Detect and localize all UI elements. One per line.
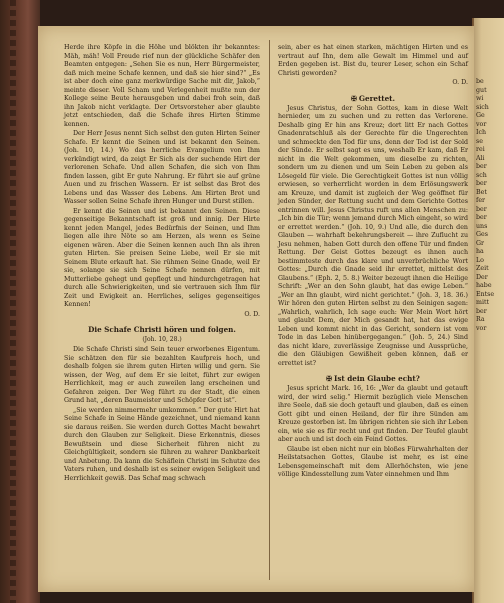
- paragraph: Der Herr Jesus nennt Sich selbst den guten Hirten Seiner Schafe. Er kennt die Seinen und ist bekannt den Seinen. (Joh. 10, 14.) Wo das herrliche Evangelium von Ihm verkündigt wird, da zeigt Er Sich als der suchende Hirt der verlorenen Schafe. Und allen Schafen, die sich von Ihm finden lassen, gibt Er gute Nahrung. Er führt sie auf grüne Auen und zu frischen Wassern. Er ist selbst das Brot des Lebens und das Wasser des Lebens. Am Hirten Brot und Wasser sollen Seine Schafe ihren Hunger und Durst stillen.: [64, 130, 260, 205]
- paragraph: Jesus spricht Mark. 16, 16: „Wer da glaubt und getauft wird, der wird selig.“ Hiermit bezüglich viele Menschen ihre Seele, daß sie doch getauft und glauben, daß es einen Gott gibt und einen Heiland, der für ihre Sünden am Kreuze gestorben ist. Im übrigen richten sie sich ihr Leben ein, wie sie es für recht und gut finden. Der Teufel glaubt aber auch und ist doch ein Feind Gottes.: [278, 385, 468, 443]
- edge-fragment: ber: [476, 163, 487, 170]
- edge-fragment: uns: [476, 222, 488, 230]
- edge-fragment: Der: [476, 273, 488, 281]
- paragraph: Die Schafe Christi sind Sein teuer erworbenes Eigentum. Sie schätzen den für sie bezahlten Kaufpreis hoch, und deshalb folgen sie ihrem guten Hirten willig und gern. Sie wissen, der Weg, auf dem Er sie leitet, führt zur ewigen Herrlichkeit, mag er auch zuweilen lang erscheinen und Gefahren zeigen. Der Weg führt zu der Stadt, die einen Grund hat, „deren Baumeister und Schöpfer Gott ist“.: [64, 346, 260, 404]
- edge-fragment: ber: [476, 214, 487, 221]
- scripture-reference: (Joh. 10, 28.): [142, 336, 182, 343]
- section-heading: [278, 373, 468, 384]
- signature: O. D.: [452, 79, 468, 86]
- section-heading: [278, 93, 468, 104]
- edge-fragment: wi: [476, 95, 484, 102]
- edge-fragment: Ge: [476, 112, 485, 119]
- signature: O. D.: [244, 310, 260, 318]
- edge-fragment: rei: [476, 146, 485, 153]
- edge-fragment: be: [476, 78, 484, 85]
- edge-fragment: sich: [476, 103, 489, 111]
- edge-fragment: vor: [476, 324, 487, 332]
- edge-fragment: vor: [476, 120, 487, 128]
- edge-fragment: se: [476, 137, 483, 145]
- edge-fragment: ha: [476, 248, 484, 255]
- page-right-edge: [474, 18, 504, 603]
- edge-fragment: fer: [476, 197, 486, 204]
- column-divider: [269, 40, 270, 580]
- edge-fragment: ber: [476, 307, 487, 315]
- ornament-icon: ✠: [351, 93, 357, 103]
- ornament-icon: ✠: [326, 374, 332, 383]
- paragraph: Glaube ist eben nicht nur ein bloßes Fürwahrhalten der Heilstatsachen Gottes, Glaube ist mehr, es ist eine Lebensgemeinschaft mit dem Allerhöchsten, wie jene völlige Kindesstellung zum Vater einnehmen und Ihm: [278, 445, 468, 478]
- edge-fragment: mitt: [476, 299, 490, 306]
- text-column-left: [64, 44, 260, 484]
- text-column-right: [278, 44, 468, 481]
- heading-text: Gerettet.: [358, 93, 395, 103]
- edge-fragment: Entse: [476, 290, 495, 298]
- paragraph: Herde ihre Köpfe in die Höhe und blökten ihr bekanntes: Mäh, mäh! Voll Freude rief nun der glückliche Schäfer den Beamten entgegen: „Sehen Sie es nun, Herr Bürgermeister, daß mich meine Schafe kennen, und daß sie hier sind?“ „Es ist aber doch eine ganz merkwürdige Sache mit dir, Jakob,“ meinte dieser. Voll Scham und Verlegenheit mußte nun der Kollege seine Beute herausgeben und dabei froh sein, daß ihn Jakob nicht verklagte. Der Ortsvorsteher aber glaubte jetzt entschieden, daß die Schafe ihres Hirten Stimme kennen.: [64, 44, 260, 128]
- edge-fragment: Ich: [476, 129, 487, 136]
- right-page-fragments: [476, 78, 502, 333]
- edge-fragment: Bet: [476, 188, 487, 196]
- paragraph: Er kennt die Seinen und ist bekannt den Seinen. Diese gegenseitige Bekanntschaft ist groß und innig. Der Hirte kennt jeden Mangel, jedes Bedürfnis der Seinen, und Ihm liegen alle ihre Nöte so am Herzen, als wenn es Seine eigenen wären. Aber die Seinen kennen auch Ihn als ihren guten Hirten. Sie preisen Seine Liebe, weil Er sie mit Seinem Blute erkauft hat. Sie rühmen Seine Gnade, weil Er sie, solange sie sich Seine Schafe nennen dürfen, mit Mutterliebe gehegt und gepflegt und hindurchgetragen hat durch alle Schwierigkeiten, und sie vertrauen sich Ihm für Zeit und Ewigkeit an. Herrliches, seliges gegenseitiges Kennen!: [64, 207, 260, 308]
- book-cover-left: [0, 0, 40, 603]
- paragraph: sein, aber es hat einen starken, mächtigen Hirten und es vertraut auf Ihn, dem alle Gewalt im Himmel und auf Erden gegeben ist. Bist du, teurer Leser, schon ein Schaf Christi geworden?: [278, 44, 468, 77]
- paragraph: Jesus Christus, der Sohn Gottes, kam in diese Welt hernieder, um zu suchen und zu retten das Verlorene. Deshalb ging Er hin ans Kreuz; dort litt Er nach Gottes Gnadenratschluß als der Gerechte für die Ungerechten und schmeckte den Tod für uns, denn der Tod ist der Sold der Sünde. Er selbst sagt es uns, weshalb Er kam, daß Er nicht in die Welt gekommen, um dieselbe zu richten, sondern um zu dienen und um Sein Leben zu geben als Lösegeld für viele. Die Gerechtigkeit Gottes ist nun völlig erwiesen, so verherrlicht worden in dem Erlösungswerk am Kreuze, und damit ist zugleich der Weg geöffnet für jeden Sünder, der Rettung sucht und dem Gerichte Gottes entrinnen will. Jesus Christus ruft uns allen Menschen zu: „Ich bin die Tür; wenn jemand durch Mich eingeht, so wird er errettet werden.“ (Joh. 10, 9.) Und alle, die durch den Glauben — wahrhaft bekehrungsbereit — ihre Zuflucht zu Jesu nehmen, haben Gott durch den offene Tür und finden Rettung. Der Geist Gottes bezeugt es ihnen auch bestimmteste durch das klare und unverbrüchliche Wort Gottes: „Durch die Gnade seid ihr errettet, mittelst des Glaubens.“ (Eph. 2, 5. 8.) Weiter bezeugt ihnen die Heilige Schrift: „Wer an den Sohn glaubt, hat das ewige Leben.“ „Wer an Ihn glaubt, wird nicht gerichtet.“ (Joh. 3, 18. 36.) Wir hören den guten Hirten selbst zu den Seinigen sagen: „Wahrlich, wahrlich, Ich sage euch: Wer Mein Wort hört und glaubt Dem, der Mich gesandt hat, hat das ewige Leben und kommt nicht in das Gericht, sondern ist vom Tode in das Leben hinübergegangen.“ (Joh. 5, 24.) Sind das nicht klare, zuverlässige Zeugnisse und Aussprüche, die den Gläubigen Gewißheit geben können, daß er errettet ist?: [278, 104, 468, 367]
- edge-fragment: gut: [476, 86, 487, 94]
- edge-fragment: Gr: [476, 239, 485, 247]
- edge-fragment: Ges: [476, 231, 488, 238]
- paragraph: „Sie werden nimmermehr umkommen.“ Der gute Hirt hat Seine Schafe in Seine Hände gezeichnet, und niemand kann sie daraus reißen. Sie werden durch Gottes Macht bewahrt durch den Glauben zur Seligkeit. Diese Erkenntnis, dieses Bewußtsein und diese Sicherheit führen nicht zu Gleichgültigkeit, sondern sie führen zu wahrer Dankbarkeit und Anbetung. Da kann die Schäflein Christi im Schutze des Vaters ruhen, und deshalb ist es seiner ewigen Seligkeit und Herrlichkeit gewiß. Das Schaf mag schwach: [64, 406, 260, 482]
- edge-fragment: sch: [476, 171, 487, 179]
- section-heading: Die Schafe Christi hören und folgen.: [88, 325, 236, 334]
- edge-fragment: habe: [476, 282, 492, 289]
- edge-fragment: Ra: [476, 316, 485, 323]
- heading-text: Ist dein Glaube echt?: [334, 374, 420, 383]
- edge-fragment: ber: [476, 180, 487, 187]
- edge-fragment: Zeit: [476, 265, 489, 272]
- edge-fragment: Lo: [476, 256, 484, 264]
- edge-fragment: ber: [476, 205, 487, 213]
- edge-fragment: Ali: [476, 154, 485, 162]
